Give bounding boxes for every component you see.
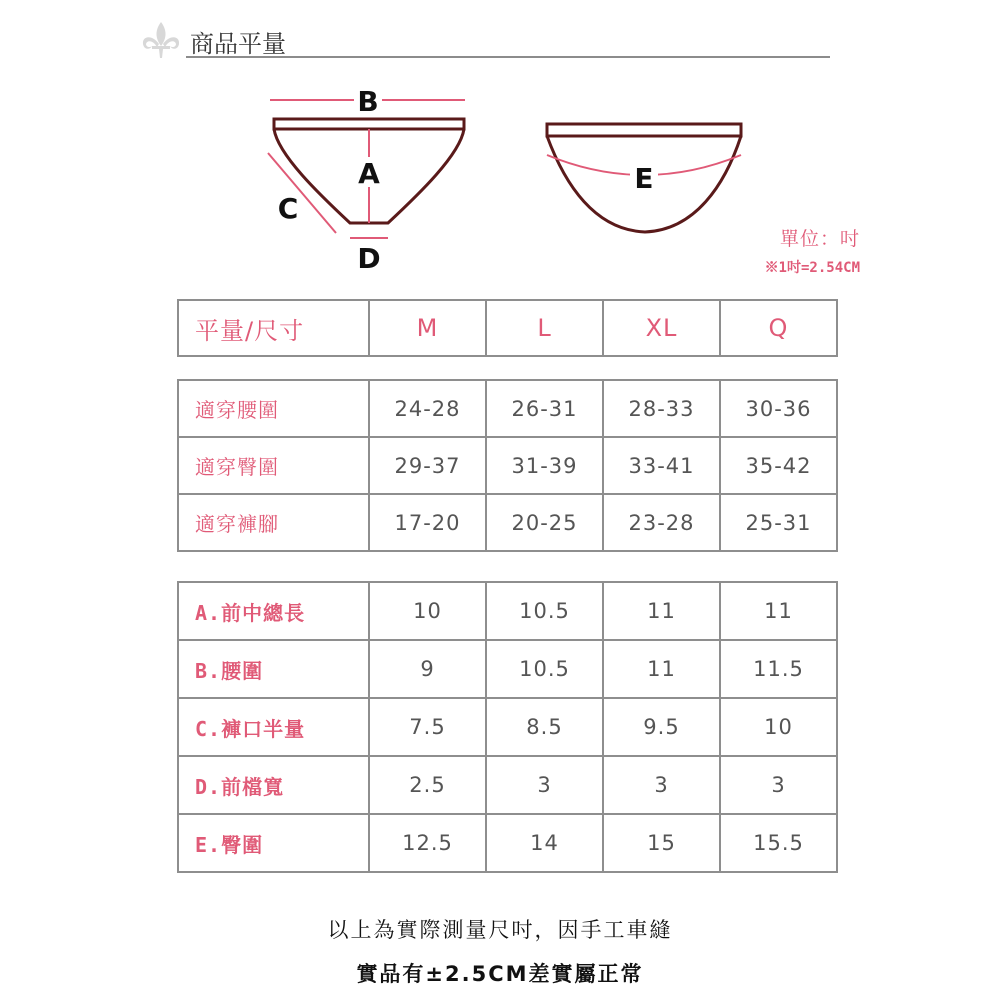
- row-label: C.褲口半量: [178, 698, 369, 756]
- table-cell: 10: [369, 582, 486, 640]
- table-cell: 11: [603, 640, 720, 698]
- table-cell: 11: [720, 582, 837, 640]
- table-cell: 28-33: [603, 380, 720, 437]
- table-cell: 26-31: [486, 380, 603, 437]
- label-d: D: [357, 242, 381, 275]
- unit-note: [730, 224, 860, 277]
- table-cell: 3: [486, 756, 603, 814]
- label-e: E: [634, 162, 654, 195]
- table-cell: 35-42: [720, 437, 837, 494]
- table-cell: 24-28: [369, 380, 486, 437]
- table-row: [178, 380, 837, 437]
- measurement-table: [177, 581, 838, 873]
- table-cell: 3: [720, 756, 837, 814]
- table-cell: 9: [369, 640, 486, 698]
- table-cell: 12.5: [369, 814, 486, 872]
- size-m: M: [369, 300, 486, 356]
- table-cell: 3: [603, 756, 720, 814]
- size-xl: XL: [603, 300, 720, 356]
- table-cell: 31-39: [486, 437, 603, 494]
- header-divider: [186, 56, 830, 58]
- table-row: [178, 756, 837, 814]
- label-c: C: [277, 192, 299, 225]
- table-cell: 33-41: [603, 437, 720, 494]
- size-l: L: [486, 300, 603, 356]
- row-label: 適穿臀圍: [178, 437, 369, 494]
- table-cell: 2.5: [369, 756, 486, 814]
- table-cell: 11: [603, 582, 720, 640]
- table-cell: 10.5: [486, 582, 603, 640]
- table-cell: 25-31: [720, 494, 837, 551]
- unit-conversion: ※1吋=2.54CM: [764, 260, 860, 276]
- row-label: B.腰圍: [178, 640, 369, 698]
- table-cell: 9.5: [603, 698, 720, 756]
- footer-note-2: 實品有±2.5CM差實屬正常: [356, 962, 644, 986]
- row-label: 適穿腰圍: [178, 380, 369, 437]
- unit-label: 單位：吋: [779, 228, 860, 250]
- row-label: A.前中總長: [178, 582, 369, 640]
- table-cell: 10: [720, 698, 837, 756]
- table-cell: 17-20: [369, 494, 486, 551]
- table-cell: 29-37: [369, 437, 486, 494]
- label-b: B: [357, 85, 379, 118]
- row-label: E.臀圍: [178, 814, 369, 872]
- table-cell: 10.5: [486, 640, 603, 698]
- row-label: D.前檔寬: [178, 756, 369, 814]
- table-row: [178, 640, 837, 698]
- fleur-de-lis-icon: [140, 20, 182, 60]
- table-cell: 15.5: [720, 814, 837, 872]
- footer-note-1: 以上為實際測量尺吋，因手工車縫: [327, 918, 673, 942]
- table-row: [178, 814, 837, 872]
- table-cell: 15: [603, 814, 720, 872]
- table-row: [178, 437, 837, 494]
- table-cell: 20-25: [486, 494, 603, 551]
- table-cell: 23-28: [603, 494, 720, 551]
- table-row: [178, 698, 837, 756]
- section-title: 商品平量: [190, 30, 286, 58]
- front-view-diagram: [268, 85, 465, 275]
- table-cell: 7.5: [369, 698, 486, 756]
- table-row: [178, 494, 837, 551]
- table-cell: 11.5: [720, 640, 837, 698]
- table-row: [178, 300, 837, 356]
- size-q: Q: [720, 300, 837, 356]
- table-cell: 14: [486, 814, 603, 872]
- back-view-diagram: [547, 124, 741, 232]
- table-cell: 8.5: [486, 698, 603, 756]
- row-label: 適穿褲腳: [178, 494, 369, 551]
- header: [140, 18, 830, 58]
- fit-range-table: [177, 379, 838, 552]
- size-header-table: [177, 299, 838, 357]
- table-cell: 30-36: [720, 380, 837, 437]
- label-a: A: [358, 157, 380, 190]
- size-header-label: 平量/尺寸: [178, 300, 369, 356]
- table-row: [178, 582, 837, 640]
